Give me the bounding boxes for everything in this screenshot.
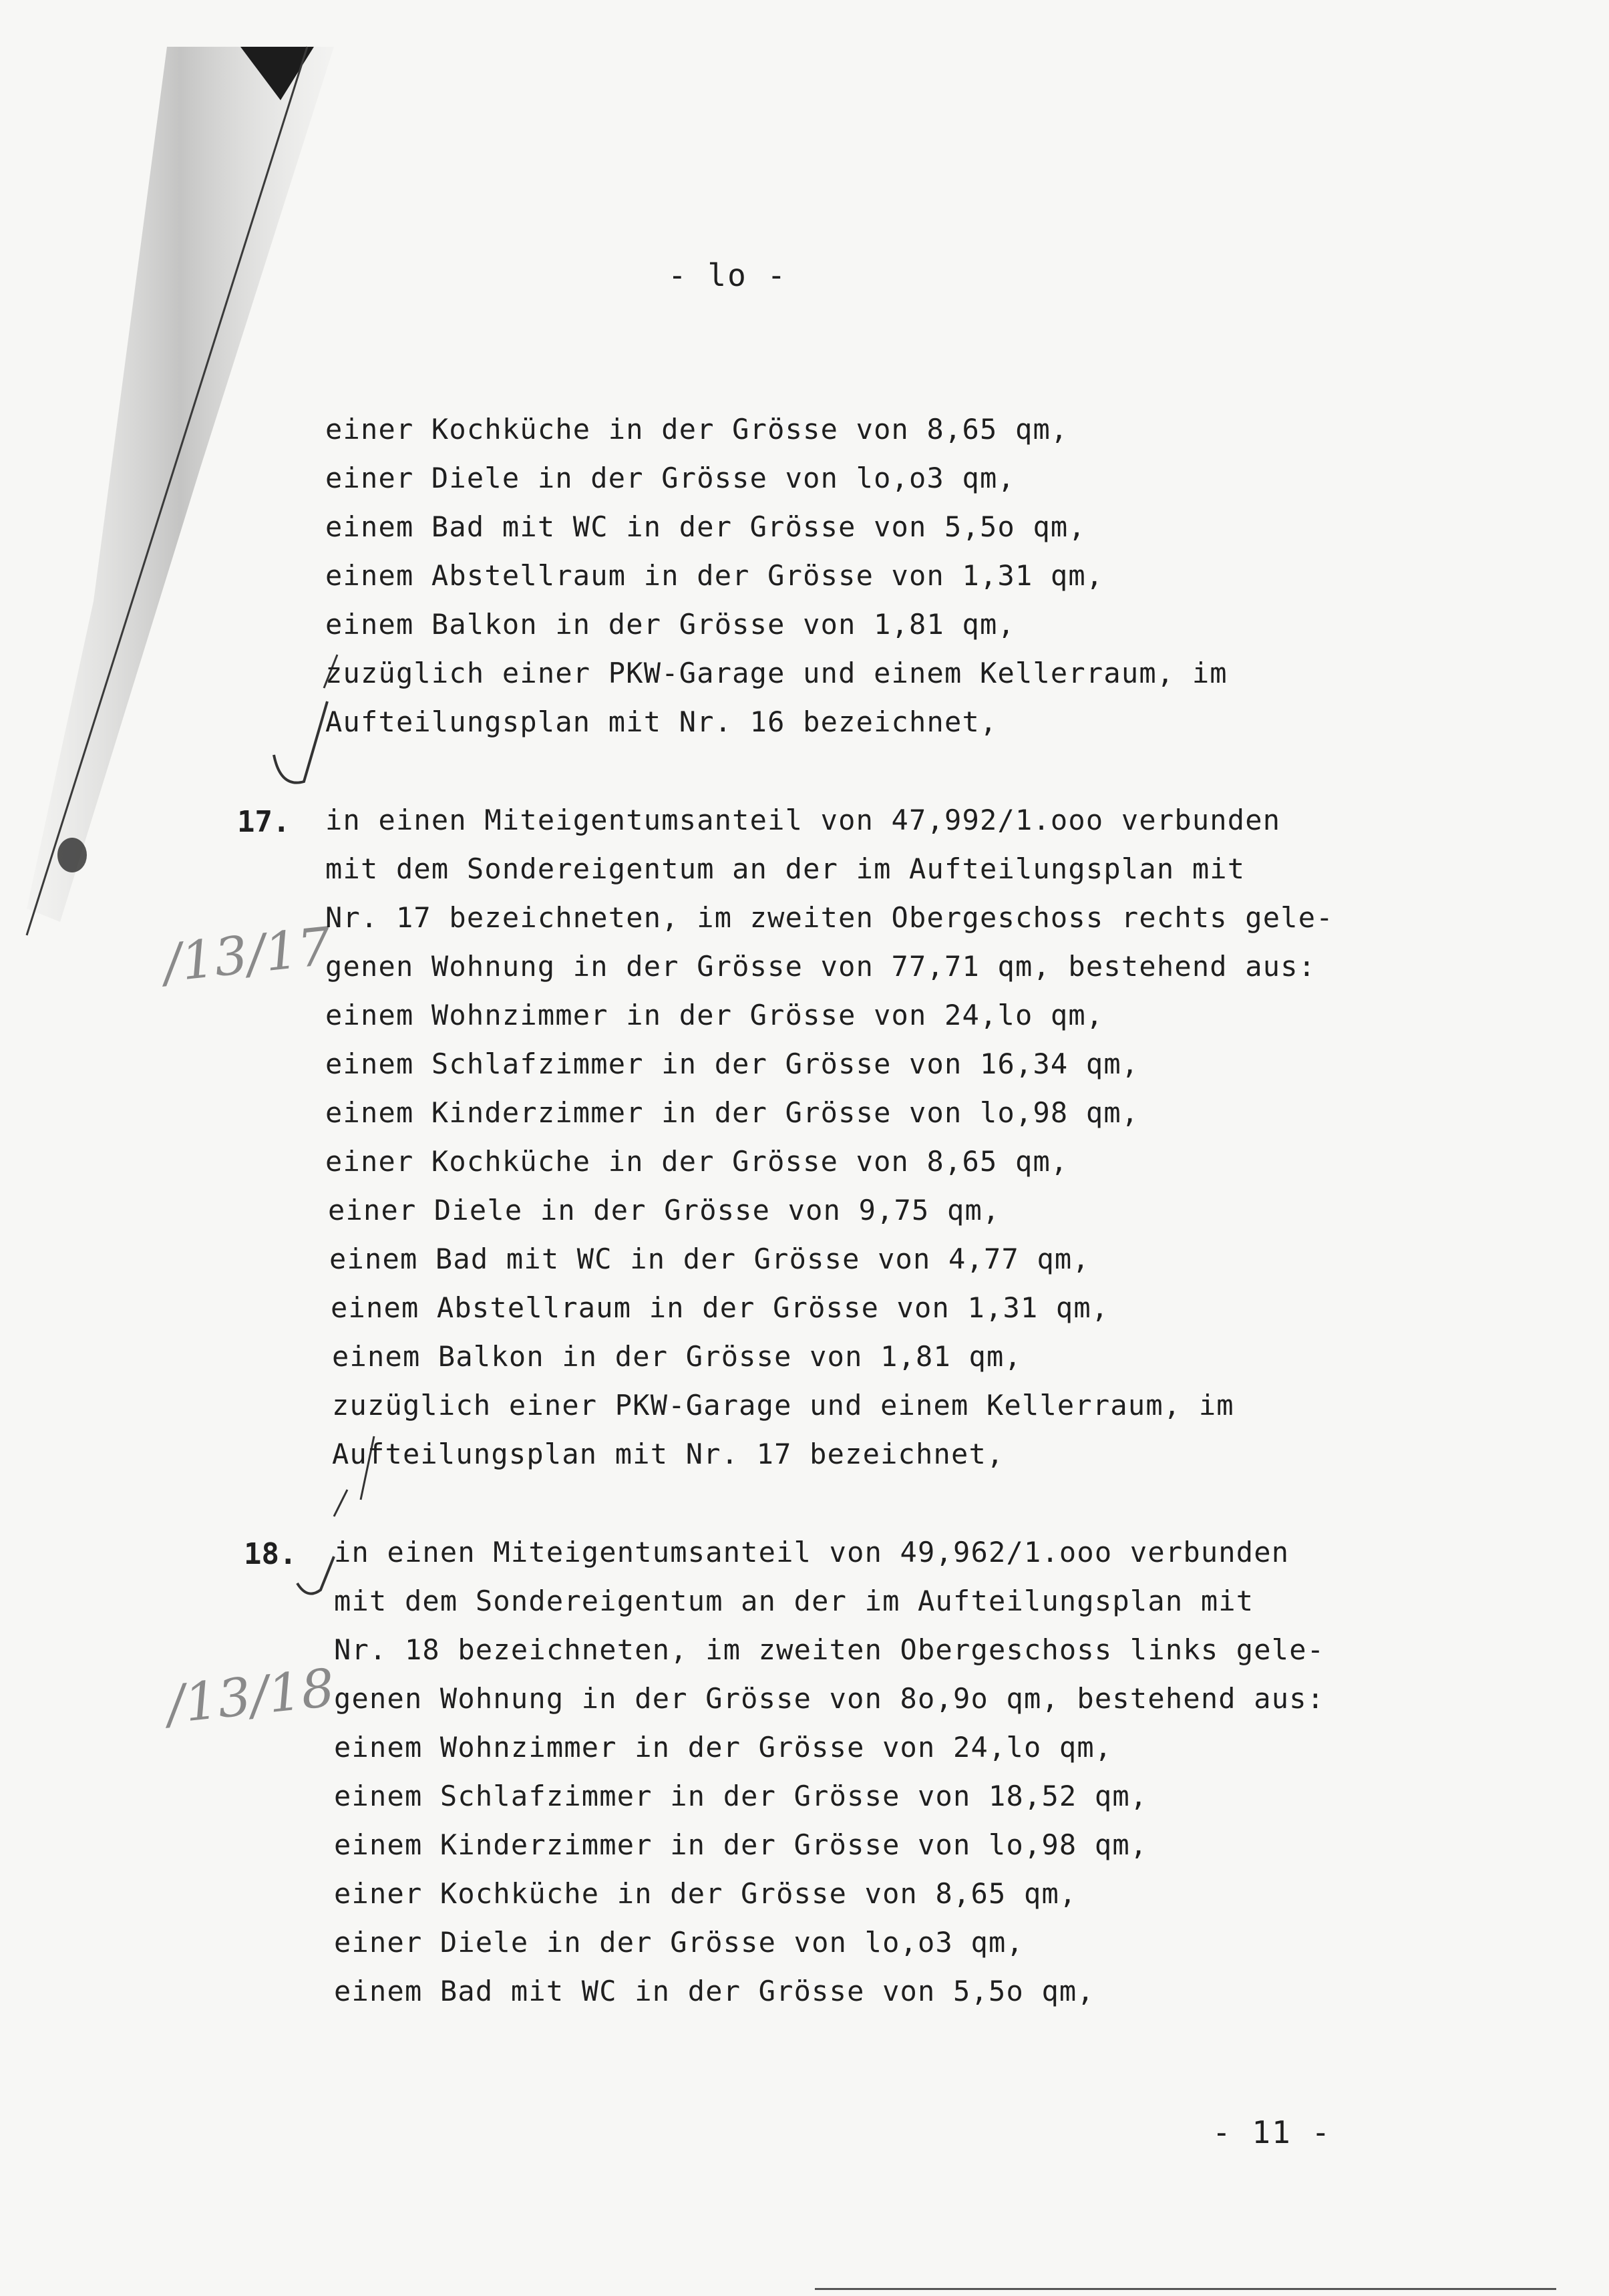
text-line: Nr. 18 bezeichneten, im zweiten Obergeschoss links gele- bbox=[334, 1633, 1325, 1666]
check-mark bbox=[274, 701, 327, 783]
text-line: Nr. 17 bezeichneten, im zweiten Obergeschoss rechts gele- bbox=[325, 901, 1334, 934]
text-line: einem Bad mit WC in der Grösse von 5,5o qm, bbox=[325, 510, 1086, 543]
text-line: einer Diele in der Grösse von lo,o3 qm, bbox=[334, 1926, 1024, 1959]
next-page-indicator: - 11 - bbox=[1212, 2114, 1332, 2150]
text-line: einer Diele in der Grösse von 9,75 qm, bbox=[328, 1194, 1001, 1226]
text-line: einem Abstellraum in der Grösse von 1,31 qm, bbox=[325, 559, 1104, 592]
text-line: zuzüglich einer PKW-Garage und einem Kellerraum, im bbox=[332, 1389, 1234, 1422]
text-line: einer Kochküche in der Grösse von 8,65 qm, bbox=[325, 413, 1069, 446]
margin-note: /13/17 bbox=[160, 917, 335, 994]
text-line: einem Balkon in der Grösse von 1,81 qm, bbox=[332, 1340, 1022, 1373]
item-number: 18. bbox=[244, 1537, 297, 1571]
text-line: Aufteilungsplan mit Nr. 17 bezeichnet, bbox=[332, 1438, 1005, 1470]
check-mark bbox=[297, 1556, 334, 1594]
text-line: einem Wohnzimmer in der Grösse von 24,lo qm, bbox=[334, 1731, 1113, 1764]
text-line: einer Kochküche in der Grösse von 8,65 qm, bbox=[325, 1145, 1069, 1178]
page-number: - lo - bbox=[668, 257, 787, 293]
pen-stroke bbox=[334, 1490, 347, 1516]
text-line: in einen Miteigentumsanteil von 49,962/1.ooo verbunden bbox=[334, 1536, 1290, 1569]
text-line: einem Schlafzimmer in der Grösse von 16,34 qm, bbox=[325, 1047, 1139, 1080]
text-line: einem Schlafzimmer in der Grösse von 18,52 qm, bbox=[334, 1780, 1148, 1812]
text-line: mit dem Sondereigentum an der im Aufteilungsplan mit bbox=[325, 852, 1246, 885]
text-line: einem Wohnzimmer in der Grösse von 24,lo qm, bbox=[325, 999, 1104, 1031]
punch-hole-mark bbox=[57, 838, 87, 872]
footer-rule bbox=[815, 2288, 1556, 2290]
text-line: einer Kochküche in der Grösse von 8,65 qm, bbox=[334, 1877, 1077, 1910]
text-line: zuzüglich einer PKW-Garage und einem Kellerraum, im bbox=[325, 657, 1228, 689]
text-line: einem Balkon in der Grösse von 1,81 qm, bbox=[325, 608, 1015, 641]
text-line: genen Wohnung in der Grösse von 8o,9o qm, bestehend aus: bbox=[334, 1682, 1325, 1715]
text-line: einem Kinderzimmer in der Grösse von lo,98 qm, bbox=[325, 1096, 1139, 1129]
text-line: mit dem Sondereigentum an der im Aufteilungsplan mit bbox=[334, 1585, 1254, 1617]
item-number: 17. bbox=[237, 805, 291, 839]
text-line: einer Diele in der Grösse von lo,o3 qm, bbox=[325, 462, 1015, 494]
text-line: einem Abstellraum in der Grösse von 1,31 qm, bbox=[331, 1291, 1109, 1324]
text-line: Aufteilungsplan mit Nr. 16 bezeichnet, bbox=[325, 705, 998, 738]
text-line: in einen Miteigentumsanteil von 47,992/1.ooo verbunden bbox=[325, 804, 1281, 836]
text-line: einem Kinderzimmer in der Grösse von lo,98 qm, bbox=[334, 1828, 1148, 1861]
text-line: genen Wohnung in der Grösse von 77,71 qm, bestehend aus: bbox=[325, 950, 1316, 983]
margin-note: /13/18 bbox=[164, 1658, 338, 1736]
text-line: einem Bad mit WC in der Grösse von 4,77 qm, bbox=[329, 1243, 1090, 1275]
text-line: einem Bad mit WC in der Grösse von 5,5o qm, bbox=[334, 1975, 1095, 2007]
